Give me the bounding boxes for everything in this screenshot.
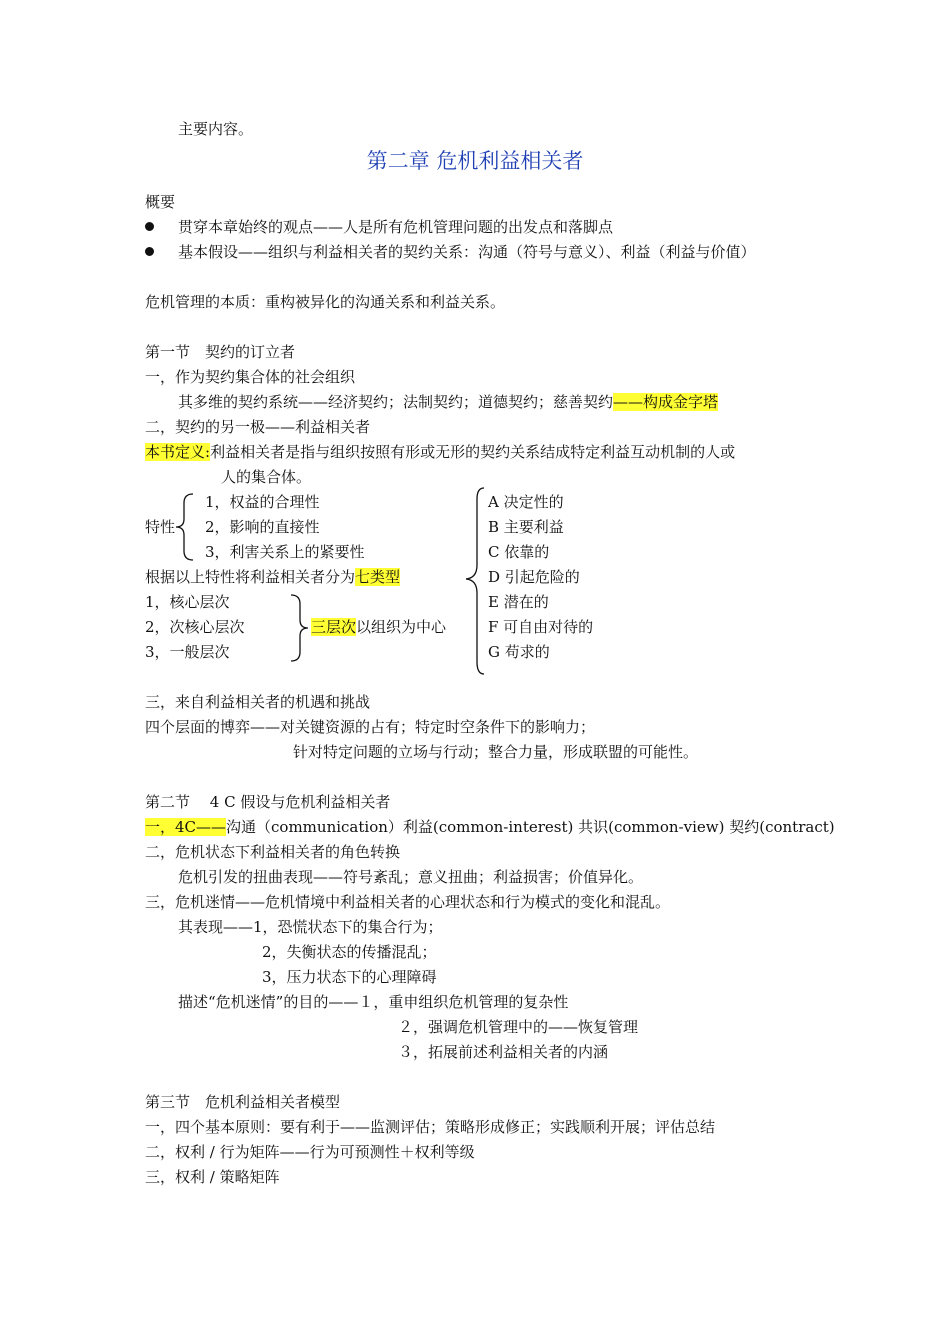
s1-point-3-a: 四个层面的博弈——对关键资源的占有；特定时空条件下的影响力；: [145, 718, 596, 736]
highlight-three-levels: 三层次: [311, 618, 357, 636]
bullet-icon: [145, 222, 154, 231]
definition-line: 本书定义:利益相关者是指与组织按照有形或无形的契约关系结成特定利益互动机制的人或: [145, 443, 736, 461]
right-brace-icon: [290, 594, 310, 662]
type-item: A 决定性的: [488, 493, 564, 511]
s2-point-3-a: 其表现——1，恐慌状态下的集合行为；: [178, 918, 443, 936]
chapter-title: 第二章 危机利益相关者: [366, 149, 584, 173]
s1-point-3-b: 针对特定问题的立场与行动；整合力量，形成联盟的可能性。: [293, 743, 699, 761]
s1-point-2: 二，契约的另一极——利益相关者: [145, 418, 371, 436]
summary-bullet-2: 基本假设——组织与利益相关者的契约关系：沟通（符号与意义）、利益（利益与价值）: [178, 243, 756, 261]
s3-point-1: 一，四个基本原则：要有利于——监测评估；策略形成修正；实践顺利开展；评估总结: [145, 1118, 716, 1136]
s2-point-3-b: 2，失衡状态的传播混乱；: [262, 943, 437, 961]
section-3-heading: 第三节 危机利益相关者模型: [145, 1093, 341, 1111]
highlight-pyramid: ——构成金字塔: [613, 393, 719, 411]
level-item: 2，次核心层次: [145, 618, 245, 636]
summary-heading: 概要: [145, 193, 176, 211]
s2-point-3: 三，危机迷情——危机情境中利益相关者的心理状态和行为模式的变化和混乱。: [145, 893, 671, 911]
left-brace-icon: [175, 493, 195, 561]
types-brace-icon: [464, 487, 486, 675]
intro-text: 主要内容。: [178, 120, 254, 138]
bullet-icon: [145, 247, 154, 256]
levels-note: 三层次以组织为中心: [311, 618, 447, 636]
type-item: C 依靠的: [488, 543, 550, 561]
summary-bullet-1: 贯穿本章始终的观点——人是所有危机管理问题的出发点和落脚点: [178, 218, 614, 236]
type-item: G 苟求的: [488, 643, 550, 661]
s2-point-3-e: ２，强调危机管理中的——恢复管理: [398, 1018, 639, 1036]
type-item: E 潜在的: [488, 593, 549, 611]
s2-point-2-sub: 危机引发的扭曲表现——符号紊乱；意义扭曲；利益损害；价值异化。: [178, 868, 644, 886]
level-item: 1，核心层次: [145, 593, 230, 611]
s1-point-1-sub: 其多维的契约系统——经济契约；法制契约；道德契约；慈善契约——构成金字塔: [178, 393, 719, 411]
s2-point-3-c: 3，压力状态下的心理障碍: [262, 968, 437, 986]
highlight-definition: 本书定义:: [145, 443, 211, 461]
s2-point-2: 二，危机状态下利益相关者的角色转换: [145, 843, 401, 861]
highlight-4c: 一，4C——: [145, 818, 227, 836]
s1-point-3: 三，来自利益相关者的机遇和挑战: [145, 693, 371, 711]
section-2-heading: 第二节 4 C 假设与危机利益相关者: [145, 793, 391, 811]
definition-cont: 人的集合体。: [221, 468, 312, 486]
s2-point-3-d: 描述“危机迷情”的目的——１，重申组织危机管理的复杂性: [178, 993, 569, 1011]
s2-point-3-f: ３，拓展前述利益相关者的内涵: [398, 1043, 609, 1061]
trait-item: 3，利害关系上的紧要性: [205, 543, 365, 561]
s2-point-1: 一，4C——沟通（communication）利益(common-interest) 共识(common-view) 契约(contract): [145, 818, 835, 836]
type-item: F 可自由对待的: [488, 618, 594, 636]
level-item: 3，一般层次: [145, 643, 230, 661]
type-item: D 引起危险的: [488, 568, 580, 586]
classify-line: 根据以上特性将利益相关者分为七类型: [145, 568, 401, 586]
section-1-heading: 第一节 契约的订立者: [145, 343, 296, 361]
trait-item: 2，影响的直接性: [205, 518, 320, 536]
s3-point-2: 二，权利 / 行为矩阵——行为可预测性＋权利等级: [145, 1143, 475, 1161]
s1-point-1: 一，作为契约集合体的社会组织: [145, 368, 356, 386]
traits-label: 特性: [145, 518, 176, 536]
highlight-seven-types: 七类型: [355, 568, 401, 586]
type-item: B 主要利益: [488, 518, 564, 536]
trait-item: 1，权益的合理性: [205, 493, 320, 511]
s3-point-3: 三，权利 / 策略矩阵: [145, 1168, 280, 1186]
essence-text: 危机管理的本质：重构被异化的沟通关系和利益关系。: [145, 293, 506, 311]
